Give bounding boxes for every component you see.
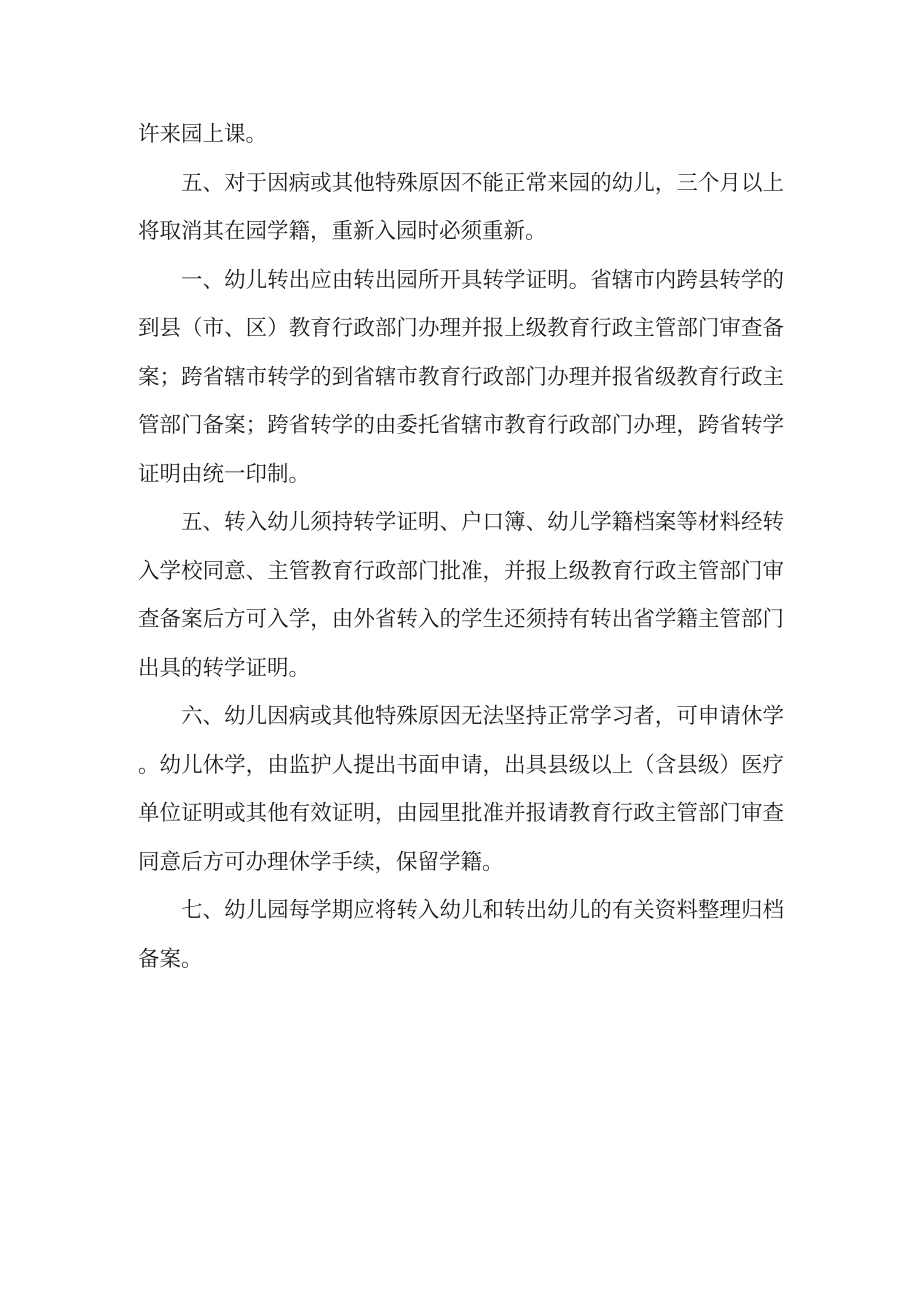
paragraph-item-7-archiving: 七、幼儿园每学期应将转入幼儿和转出幼儿的有关资料整理归档备案。 xyxy=(138,898,784,972)
paragraph-item-5-transfer-in: 五、转入幼儿须持转学证明、户口簿、幼儿学籍档案等材料经转入学校同意、主管教育行政部门批准，并报上级教育行政主管部门审查备案后方可入学，由外省转入的学生还须持有转出省学籍主管部门出具的转学证明。 xyxy=(138,510,784,681)
paragraph-item-6-suspension: 六、幼儿因病或其他特殊原因无法坚持正常学习者，可申请休学。幼儿休学，由监护人提出书面申请，出具县级以上（含县级）医疗单位证明或其他有效证明，由园里批准并报请教育行政主管部门审查同意后方可办理休学手续，保留学籍。 xyxy=(138,704,784,875)
document-body xyxy=(138,111,784,984)
paragraph-item-1-transfer-out: 一、幼儿转出应由转出园所开具转学证明。省辖市内跨县转学的到县（市、区）教育行政部门办理并报上级教育行政主管部门审查备案；跨省辖市转学的到省辖市教育行政部门办理并报省级教育行政主管部门备案；跨省转学的由委托省辖市教育行政部门办理，跨省转学证明由统一印制。 xyxy=(138,267,784,487)
paragraph-continuation: 许来园上课。 xyxy=(138,122,268,147)
paragraph-item-5-absence: 五、对于因病或其他特殊原因不能正常来园的幼儿，三个月以上将取消其在园学籍，重新入园时必须重新。 xyxy=(138,170,784,244)
